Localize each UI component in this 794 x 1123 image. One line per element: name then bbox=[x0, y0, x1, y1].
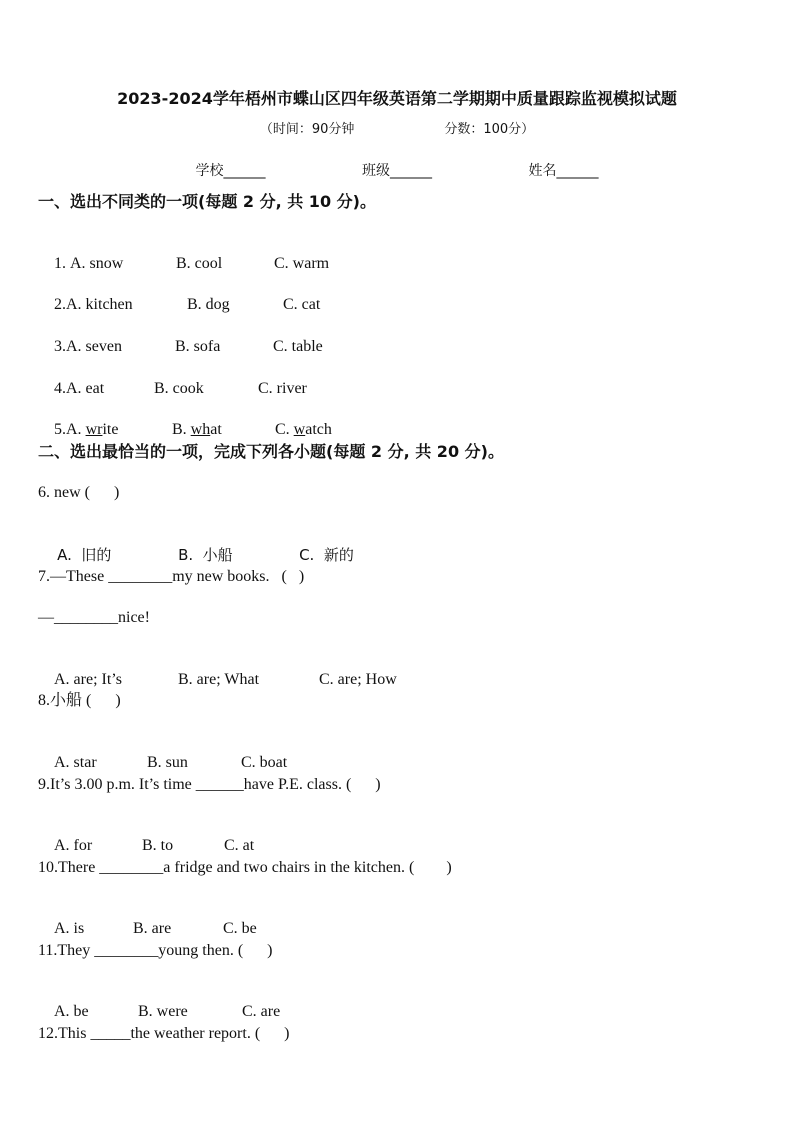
q9-option-a: A. for bbox=[54, 837, 93, 854]
question-6-stem: 6. new ( ) bbox=[38, 484, 120, 501]
q2-option-a: A. kitchen bbox=[66, 296, 133, 313]
question-10-stem: 10.There ________a fridge and two chairs in the kitchen. ( ) bbox=[38, 859, 452, 876]
question-12-stem: 12.This _____the weather report. ( ) bbox=[38, 1025, 290, 1042]
name-field: 姓名______ bbox=[528, 163, 599, 179]
q5-option-b: B. what bbox=[172, 421, 222, 438]
school-field: 学校______ bbox=[195, 163, 266, 179]
total-score: 分数：100分） bbox=[444, 122, 535, 137]
q9-option-c: C. at bbox=[224, 837, 255, 854]
q6-option-b: B. 小船 bbox=[178, 546, 233, 564]
q4-option-c: C. river bbox=[258, 380, 307, 397]
q9-option-b: B. to bbox=[142, 837, 174, 854]
q2-option-c: C. cat bbox=[283, 296, 321, 313]
class-field: 班级______ bbox=[362, 163, 432, 179]
q5-option-a: A. write bbox=[66, 421, 119, 438]
q3-option-a: A. seven bbox=[66, 338, 122, 355]
exam-title: 2023-2024学年梧州市蝶山区四年级英语第二学期期中质量跟踪监视模拟试题 bbox=[117, 89, 677, 108]
q2-number: 2. bbox=[54, 296, 66, 313]
q4-number: 4. bbox=[54, 380, 66, 397]
q4-option-a: A. eat bbox=[66, 380, 105, 397]
q10-option-b: B. are bbox=[133, 920, 172, 937]
q1-option-c: C. warm bbox=[274, 255, 330, 272]
question-7-stem: 7.—These ________my new books. ( ) bbox=[38, 568, 305, 585]
question-7-stem2: —________nice! bbox=[38, 609, 150, 626]
q11-option-a: A. be bbox=[54, 1003, 89, 1020]
q5-number: 5. bbox=[54, 421, 66, 438]
q1-option-b: B. cool bbox=[176, 255, 223, 272]
q6-option-a: A. 旧的 bbox=[57, 546, 112, 564]
section1-title: 一、选出不同类的一项(每题 2 分, 共 10 分)。 bbox=[38, 192, 376, 211]
q1-number: 1. bbox=[54, 255, 70, 272]
q11-option-b: B. were bbox=[138, 1003, 188, 1020]
q7-option-c: C. are; How bbox=[319, 671, 397, 688]
q10-option-c: C. be bbox=[223, 920, 257, 937]
question-8-stem: 8.小船 ( ) bbox=[38, 692, 121, 709]
q3-number: 3. bbox=[54, 338, 66, 355]
question-9-stem: 9.It’s 3.00 p.m. It’s time ______have P.E. class. ( ) bbox=[38, 776, 381, 793]
question-11-stem: 11.They ________young then. ( ) bbox=[38, 942, 273, 959]
q3-option-b: B. sofa bbox=[175, 338, 221, 355]
section2-title: 二、选出最恰当的一项，完成下列各小题(每题 2 分, 共 20 分)。 bbox=[38, 442, 504, 461]
q7-option-a: A. are; It’s bbox=[54, 671, 122, 688]
student-info bbox=[0, 160, 794, 180]
q4-option-b: B. cook bbox=[154, 380, 204, 397]
q8-option-b: B. sun bbox=[147, 754, 188, 771]
q7-option-b: B. are; What bbox=[178, 671, 260, 688]
q2-option-b: B. dog bbox=[187, 296, 230, 313]
exam-subtitle bbox=[0, 118, 794, 137]
q1-option-a: A. snow bbox=[70, 255, 124, 272]
q3-option-c: C. table bbox=[273, 338, 323, 355]
time-limit: （时间：90分钟 bbox=[259, 122, 355, 137]
q8-option-a: A. star bbox=[54, 754, 97, 771]
q6-option-c: C. 新的 bbox=[299, 546, 354, 564]
q8-option-c: C. boat bbox=[241, 754, 288, 771]
q5-option-c: C. watch bbox=[275, 421, 332, 438]
q10-option-a: A. is bbox=[54, 920, 85, 937]
q11-option-c: C. are bbox=[242, 1003, 281, 1020]
